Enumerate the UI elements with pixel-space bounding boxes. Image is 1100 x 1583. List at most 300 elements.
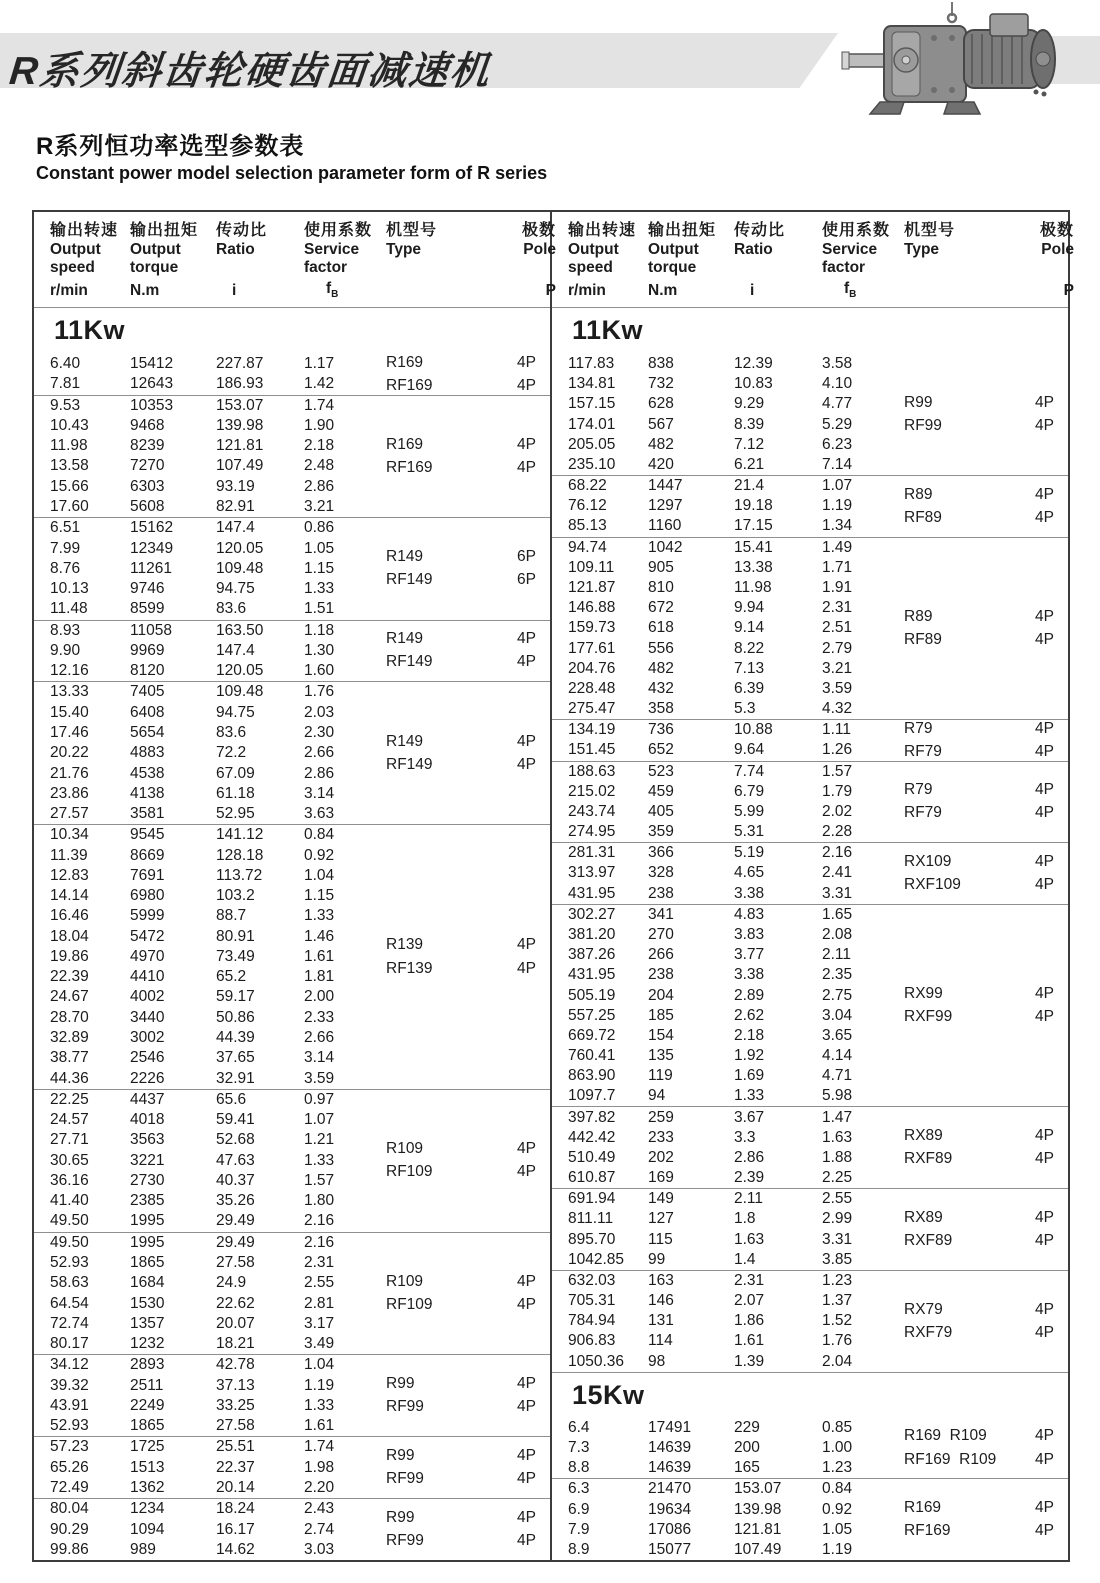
cell-service-factor: 1.42	[304, 375, 335, 393]
cell-output-torque: 9468	[130, 416, 165, 434]
cell-output-speed: 7.81	[50, 375, 81, 393]
model-group	[34, 1354, 550, 1436]
model-group	[34, 517, 550, 619]
model-type: RX79	[904, 1300, 943, 1318]
group-rows	[34, 354, 386, 395]
cell-output-speed: 1097.7	[568, 1087, 616, 1105]
cell-output-speed: 28.70	[50, 1008, 89, 1026]
cell-output-torque: 233	[648, 1128, 674, 1146]
cell-ratio: 153.07	[216, 396, 264, 414]
cell-output-speed: 6.9	[568, 1500, 590, 1518]
cell-ratio: 82.91	[216, 498, 255, 515]
cell-ratio: 107.49	[734, 1540, 782, 1558]
cell-output-torque: 7405	[130, 683, 165, 701]
cell-service-factor: 2.20	[304, 1479, 335, 1497]
group-rows	[552, 1107, 904, 1188]
cell-service-factor: 1.90	[304, 416, 335, 434]
type-pole-line	[386, 547, 546, 567]
cell-ratio: 37.13	[216, 1376, 255, 1394]
type-pole-line	[904, 607, 1064, 627]
type-pole-line	[386, 732, 546, 752]
table-row	[50, 1540, 386, 1560]
cell-ratio: 20.14	[216, 1479, 255, 1497]
pole-value: 4P	[517, 1375, 536, 1393]
group-rows	[552, 1189, 904, 1270]
pole-value: 4P	[1035, 1300, 1054, 1318]
cell-output-speed: 52.93	[50, 1417, 89, 1435]
cell-output-torque: 3002	[130, 1029, 165, 1047]
header-type: 机型号 Type	[904, 222, 956, 258]
cell-output-torque: 810	[648, 579, 674, 596]
cell-output-speed: 1050.36	[568, 1352, 625, 1370]
type-pole-block	[386, 1355, 550, 1436]
cell-output-speed: 109.11	[568, 558, 615, 576]
table-row	[568, 1331, 904, 1351]
type-pole-block	[386, 1090, 550, 1232]
cell-output-torque: 185	[648, 1006, 674, 1024]
pole-value: 4P	[1035, 417, 1054, 435]
pole-value: 4P	[1035, 1127, 1054, 1145]
model-type: RXF99	[904, 1008, 953, 1026]
table-row	[568, 802, 904, 822]
table-row	[568, 1499, 904, 1519]
header-output-torque: 输出扭矩 Output torque N.m	[130, 222, 199, 300]
cell-output-speed: 863.90	[568, 1067, 616, 1085]
pole-value: 4P	[1035, 485, 1054, 503]
table-row	[50, 1110, 386, 1130]
cell-service-factor: 1.33	[304, 907, 335, 925]
cell-output-torque: 5999	[130, 907, 165, 925]
cell-service-factor: 1.26	[822, 741, 853, 759]
cell-service-factor: 2.43	[304, 1500, 335, 1518]
cell-output-torque: 17086	[648, 1520, 692, 1538]
type-pole-block	[386, 1233, 550, 1355]
table-row	[568, 1352, 904, 1372]
table-row	[50, 416, 386, 436]
table-row	[568, 374, 904, 394]
pole-value: 4P	[1035, 875, 1054, 893]
cell-output-torque: 328	[648, 864, 674, 882]
cell-output-speed: 12.16	[50, 662, 89, 680]
table-row	[568, 699, 904, 719]
cell-service-factor: 2.03	[304, 703, 335, 721]
pole-value: 4P	[1035, 508, 1054, 526]
cell-service-factor: 0.97	[304, 1090, 335, 1108]
group-rows	[552, 1418, 904, 1479]
cell-output-speed: 157.15	[568, 395, 616, 413]
cell-ratio: 33.25	[216, 1396, 255, 1414]
cell-service-factor: 1.19	[304, 1376, 335, 1394]
cell-ratio: 2.07	[734, 1292, 765, 1310]
cell-service-factor: 2.66	[304, 1029, 335, 1047]
cell-service-factor: 2.16	[822, 844, 853, 862]
cell-ratio: 165	[734, 1459, 760, 1477]
cell-output-torque: 359	[648, 823, 674, 841]
cell-service-factor: 3.21	[304, 498, 335, 515]
section-title-zh: R系列恒功率选型参数表	[36, 133, 305, 160]
table-row	[568, 538, 904, 558]
table-row	[568, 985, 904, 1005]
cell-service-factor: 2.16	[304, 1233, 335, 1251]
group-rows	[552, 1479, 904, 1560]
type-pole-block	[904, 1418, 1068, 1479]
table-row	[568, 1148, 904, 1168]
model-group	[552, 904, 1068, 1107]
type-pole-line	[386, 1508, 546, 1528]
cell-service-factor: 1.33	[304, 1151, 335, 1169]
table-row	[50, 927, 386, 947]
cell-ratio: 7.12	[734, 435, 765, 453]
model-group	[552, 475, 1068, 537]
table-row	[50, 559, 386, 579]
cell-output-torque: 7270	[130, 457, 165, 475]
cell-ratio: 147.4	[216, 519, 255, 537]
cell-output-torque: 1362	[130, 1479, 165, 1497]
cell-ratio: 59.17	[216, 988, 255, 1006]
pole-value: 4P	[517, 959, 536, 977]
cell-service-factor: 2.28	[822, 823, 853, 841]
cell-service-factor: 2.86	[304, 764, 335, 782]
model-type: R149	[386, 548, 424, 566]
cell-ratio: 73.49	[216, 947, 255, 965]
table-row	[568, 1107, 904, 1127]
model-type: RXF109	[904, 875, 961, 893]
table-row	[568, 659, 904, 679]
cell-output-speed: 9.53	[50, 396, 81, 414]
cell-ratio: 94.75	[216, 703, 255, 721]
cell-output-torque: 154	[648, 1026, 674, 1044]
type-pole-line	[904, 508, 1064, 528]
type-pole-line	[386, 435, 546, 455]
cell-ratio: 7.74	[734, 762, 765, 780]
cell-service-factor: 2.99	[822, 1210, 853, 1228]
table-row	[50, 1314, 386, 1334]
page-title: R系列斜齿轮硬齿面减速机	[7, 50, 494, 93]
cell-output-speed: 381.20	[568, 925, 616, 943]
cell-ratio: 9.64	[734, 741, 765, 759]
table-row	[50, 987, 386, 1007]
table-sections-right	[552, 308, 1068, 1560]
cell-service-factor: 1.63	[822, 1128, 853, 1146]
type-pole-line	[386, 1531, 546, 1551]
table-row	[50, 723, 386, 743]
table-row	[568, 578, 904, 598]
table-row	[568, 1250, 904, 1270]
cell-ratio: 35.26	[216, 1192, 255, 1210]
cell-ratio: 17.15	[734, 517, 773, 535]
type-pole-line	[386, 652, 546, 672]
pole-value: 4P	[517, 732, 536, 750]
cell-output-speed: 7.99	[50, 539, 81, 557]
cell-ratio: 40.37	[216, 1171, 255, 1189]
type-pole-line	[904, 1300, 1064, 1320]
cell-output-torque: 5472	[130, 927, 165, 945]
cell-output-speed: 397.82	[568, 1108, 616, 1126]
pole-value: 4P	[517, 936, 536, 954]
cell-output-torque: 2385	[130, 1192, 165, 1210]
cell-output-speed: 691.94	[568, 1190, 616, 1208]
cell-ratio: 107.49	[216, 457, 264, 475]
table-row	[568, 884, 904, 904]
type-pole-line	[386, 959, 546, 979]
cell-output-torque: 146	[648, 1292, 674, 1310]
cell-ratio: 19.18	[734, 497, 773, 515]
cell-output-speed: 10.43	[50, 416, 89, 434]
pole-value: 4P	[517, 1447, 536, 1465]
cell-output-torque: 736	[648, 721, 674, 739]
type-pole-line	[904, 719, 1064, 739]
table-row	[50, 1416, 386, 1436]
type-pole-line	[386, 570, 546, 590]
cell-ratio: 18.24	[216, 1500, 255, 1518]
type-pole-block	[386, 825, 550, 1089]
cell-output-torque: 5654	[130, 724, 165, 741]
cell-service-factor: 0.84	[822, 1480, 853, 1498]
cell-service-factor: 1.07	[304, 1111, 335, 1129]
type-pole-block	[904, 843, 1068, 904]
table-sections-left	[34, 308, 550, 1560]
model-type: R99	[386, 1508, 415, 1526]
cell-output-speed: 49.50	[50, 1233, 89, 1251]
cell-ratio: 67.09	[216, 764, 255, 782]
cell-output-torque: 1513	[130, 1458, 165, 1476]
cell-output-speed: 134.19	[568, 721, 616, 739]
cell-ratio: 61.18	[216, 784, 255, 802]
type-pole-block	[904, 1107, 1068, 1188]
header-ratio: 传动比 Ratio i	[216, 222, 268, 300]
cell-output-speed: 22.25	[50, 1090, 89, 1108]
cell-ratio: 5.3	[734, 700, 756, 718]
cell-ratio: 5.99	[734, 802, 765, 820]
cell-service-factor: 1.76	[304, 683, 335, 701]
cell-output-torque: 4138	[130, 784, 165, 802]
cell-output-speed: 10.13	[50, 580, 89, 598]
cell-output-torque: 1725	[130, 1438, 165, 1456]
type-pole-line	[904, 1426, 1064, 1446]
cell-service-factor: 1.80	[304, 1192, 335, 1210]
pole-value: 4P	[517, 1295, 536, 1313]
cell-ratio: 6.79	[734, 782, 765, 800]
power-section-title: 11Kw	[572, 315, 644, 345]
model-group	[34, 1089, 550, 1232]
cell-service-factor: 2.81	[304, 1294, 335, 1312]
cell-output-speed: 15.40	[50, 703, 89, 721]
table-row	[50, 1090, 386, 1110]
table-row	[50, 1376, 386, 1396]
cell-output-torque: 3440	[130, 1008, 165, 1026]
type-pole-block	[386, 1499, 550, 1560]
table-row	[50, 1478, 386, 1498]
cell-output-speed: 17.46	[50, 724, 89, 741]
table-row	[50, 436, 386, 456]
table-row	[50, 1437, 386, 1457]
cell-output-torque: 1530	[130, 1294, 165, 1312]
model-type: R169	[904, 1499, 942, 1516]
model-type: RX89	[904, 1208, 943, 1226]
table-row	[568, 1128, 904, 1148]
type-pole-block	[904, 1271, 1068, 1372]
cell-output-speed: 387.26	[568, 946, 616, 964]
table-row	[50, 477, 386, 497]
pole-value: 4P	[1035, 393, 1054, 411]
cell-ratio: 9.29	[734, 395, 765, 413]
cell-output-torque: 1234	[130, 1500, 165, 1518]
model-group	[34, 1232, 550, 1355]
model-type: R89	[904, 607, 933, 625]
table-row	[568, 1520, 904, 1540]
table-row	[568, 679, 904, 699]
cell-ratio: 10.88	[734, 721, 773, 739]
pole-value: 4P	[517, 1508, 536, 1526]
cell-ratio: 6.39	[734, 679, 765, 697]
model-type: R149	[386, 732, 424, 750]
type-pole-line	[386, 1397, 546, 1417]
table-row	[568, 354, 904, 374]
table-row	[50, 1048, 386, 1068]
cell-output-speed: 11.39	[50, 846, 88, 864]
cell-ratio: 139.98	[216, 416, 264, 434]
pole-value: 4P	[517, 1532, 536, 1550]
group-rows	[552, 843, 904, 904]
power-section-title: 15Kw	[552, 1372, 1068, 1418]
table-row	[568, 1458, 904, 1478]
cell-output-speed: 205.05	[568, 435, 616, 453]
gear-reducer-image	[840, 2, 1092, 124]
cell-service-factor: 2.86	[304, 477, 335, 495]
cell-service-factor: 1.23	[822, 1459, 853, 1477]
type-pole-block	[904, 538, 1068, 720]
cell-output-speed: 8.8	[568, 1459, 590, 1477]
cell-output-torque: 732	[648, 375, 674, 393]
type-pole-line	[904, 780, 1064, 800]
cell-ratio: 9.14	[734, 619, 765, 637]
cell-output-torque: 17491	[648, 1418, 692, 1436]
cell-ratio: 5.31	[734, 823, 765, 841]
cell-ratio: 3.3	[734, 1128, 756, 1146]
model-type: R169	[386, 353, 424, 371]
cell-service-factor: 2.25	[822, 1169, 853, 1187]
table-row	[50, 784, 386, 804]
cell-ratio: 24.9	[216, 1274, 247, 1292]
table-row	[50, 1458, 386, 1478]
model-group	[34, 354, 550, 395]
column-header-row	[552, 212, 1074, 308]
pole-value: 4P	[517, 653, 536, 671]
model-group	[552, 1478, 1068, 1560]
cell-output-torque: 1865	[130, 1254, 165, 1272]
cell-service-factor: 3.04	[822, 1006, 853, 1024]
cell-output-speed: 302.27	[568, 905, 616, 923]
cell-output-torque: 358	[648, 700, 674, 718]
pole-value: 4P	[1035, 852, 1054, 870]
cell-ratio: 18.21	[216, 1335, 255, 1353]
cell-ratio: 2.89	[734, 986, 765, 1004]
pole-value: 6P	[517, 571, 536, 589]
cell-output-speed: 9.90	[50, 641, 81, 659]
pole-value: 4P	[1035, 1427, 1054, 1445]
cell-output-torque: 15412	[130, 355, 174, 373]
table-row	[50, 1396, 386, 1416]
cell-output-speed: 39.32	[50, 1376, 89, 1394]
cell-ratio: 3.83	[734, 925, 765, 943]
cell-service-factor: 1.05	[304, 539, 335, 557]
table-row	[568, 905, 904, 925]
cell-ratio: 52.68	[216, 1131, 255, 1149]
cell-service-factor: 2.31	[304, 1254, 335, 1272]
cell-output-speed: 6.51	[50, 519, 81, 537]
group-rows	[34, 396, 386, 518]
model-type: RX99	[904, 984, 943, 1002]
cell-output-torque: 420	[648, 455, 674, 473]
cell-output-torque: 405	[648, 802, 674, 820]
type-pole-line	[904, 1149, 1064, 1169]
cell-ratio: 163.50	[216, 621, 264, 639]
table-right-half	[552, 212, 1074, 1560]
cell-output-speed: 215.02	[568, 782, 616, 800]
cell-output-speed: 159.73	[568, 619, 616, 637]
cell-output-speed: 27.71	[50, 1131, 89, 1149]
cell-service-factor: 1.71	[822, 558, 853, 576]
table-row	[568, 415, 904, 435]
cell-output-torque: 238	[648, 966, 674, 984]
cell-ratio: 14.62	[216, 1540, 255, 1558]
cell-output-torque: 567	[648, 415, 674, 433]
cell-output-torque: 4437	[130, 1090, 165, 1108]
model-group	[552, 1106, 1068, 1188]
cell-ratio: 200	[734, 1439, 760, 1457]
table-row	[568, 598, 904, 618]
cell-output-torque: 4002	[130, 988, 165, 1006]
table-row	[50, 1233, 386, 1253]
table-row	[568, 1418, 904, 1438]
header-output-speed: 输出转速 Output speed r/min	[50, 222, 119, 300]
cell-output-speed: 151.45	[568, 741, 616, 759]
group-rows	[34, 825, 386, 1089]
cell-ratio: 22.62	[216, 1294, 255, 1312]
type-pole-line	[386, 1139, 546, 1159]
cell-output-speed: 72.49	[50, 1479, 89, 1497]
cell-service-factor: 1.46	[304, 927, 335, 945]
cell-ratio: 4.83	[734, 905, 765, 923]
table-row	[568, 782, 904, 802]
table-row	[50, 967, 386, 987]
cell-output-speed: 204.76	[568, 659, 616, 677]
type-pole-line	[386, 353, 546, 373]
model-type: RF99	[386, 1470, 424, 1488]
table-row	[568, 1540, 904, 1560]
table-row	[50, 518, 386, 538]
cell-ratio: 44.39	[216, 1029, 255, 1047]
table-row	[568, 1209, 904, 1229]
model-type: RF149	[386, 653, 433, 671]
cell-output-speed: 38.77	[50, 1049, 89, 1067]
table-row	[568, 1438, 904, 1458]
cell-service-factor: 1.52	[822, 1312, 853, 1330]
cell-service-factor: 6.23	[822, 435, 853, 453]
cell-ratio: 2.86	[734, 1148, 765, 1166]
cell-ratio: 120.05	[216, 662, 264, 680]
model-type: RF149	[386, 571, 433, 589]
cell-ratio: 88.7	[216, 907, 247, 925]
cell-ratio: 93.19	[216, 477, 255, 495]
cell-output-speed: 784.94	[568, 1312, 616, 1330]
cell-ratio: 83.6	[216, 724, 247, 741]
cell-output-speed: 174.01	[568, 415, 616, 433]
table-row	[50, 825, 386, 845]
cell-output-torque: 905	[648, 558, 674, 576]
group-rows	[34, 1090, 386, 1232]
model-group	[552, 1188, 1068, 1270]
